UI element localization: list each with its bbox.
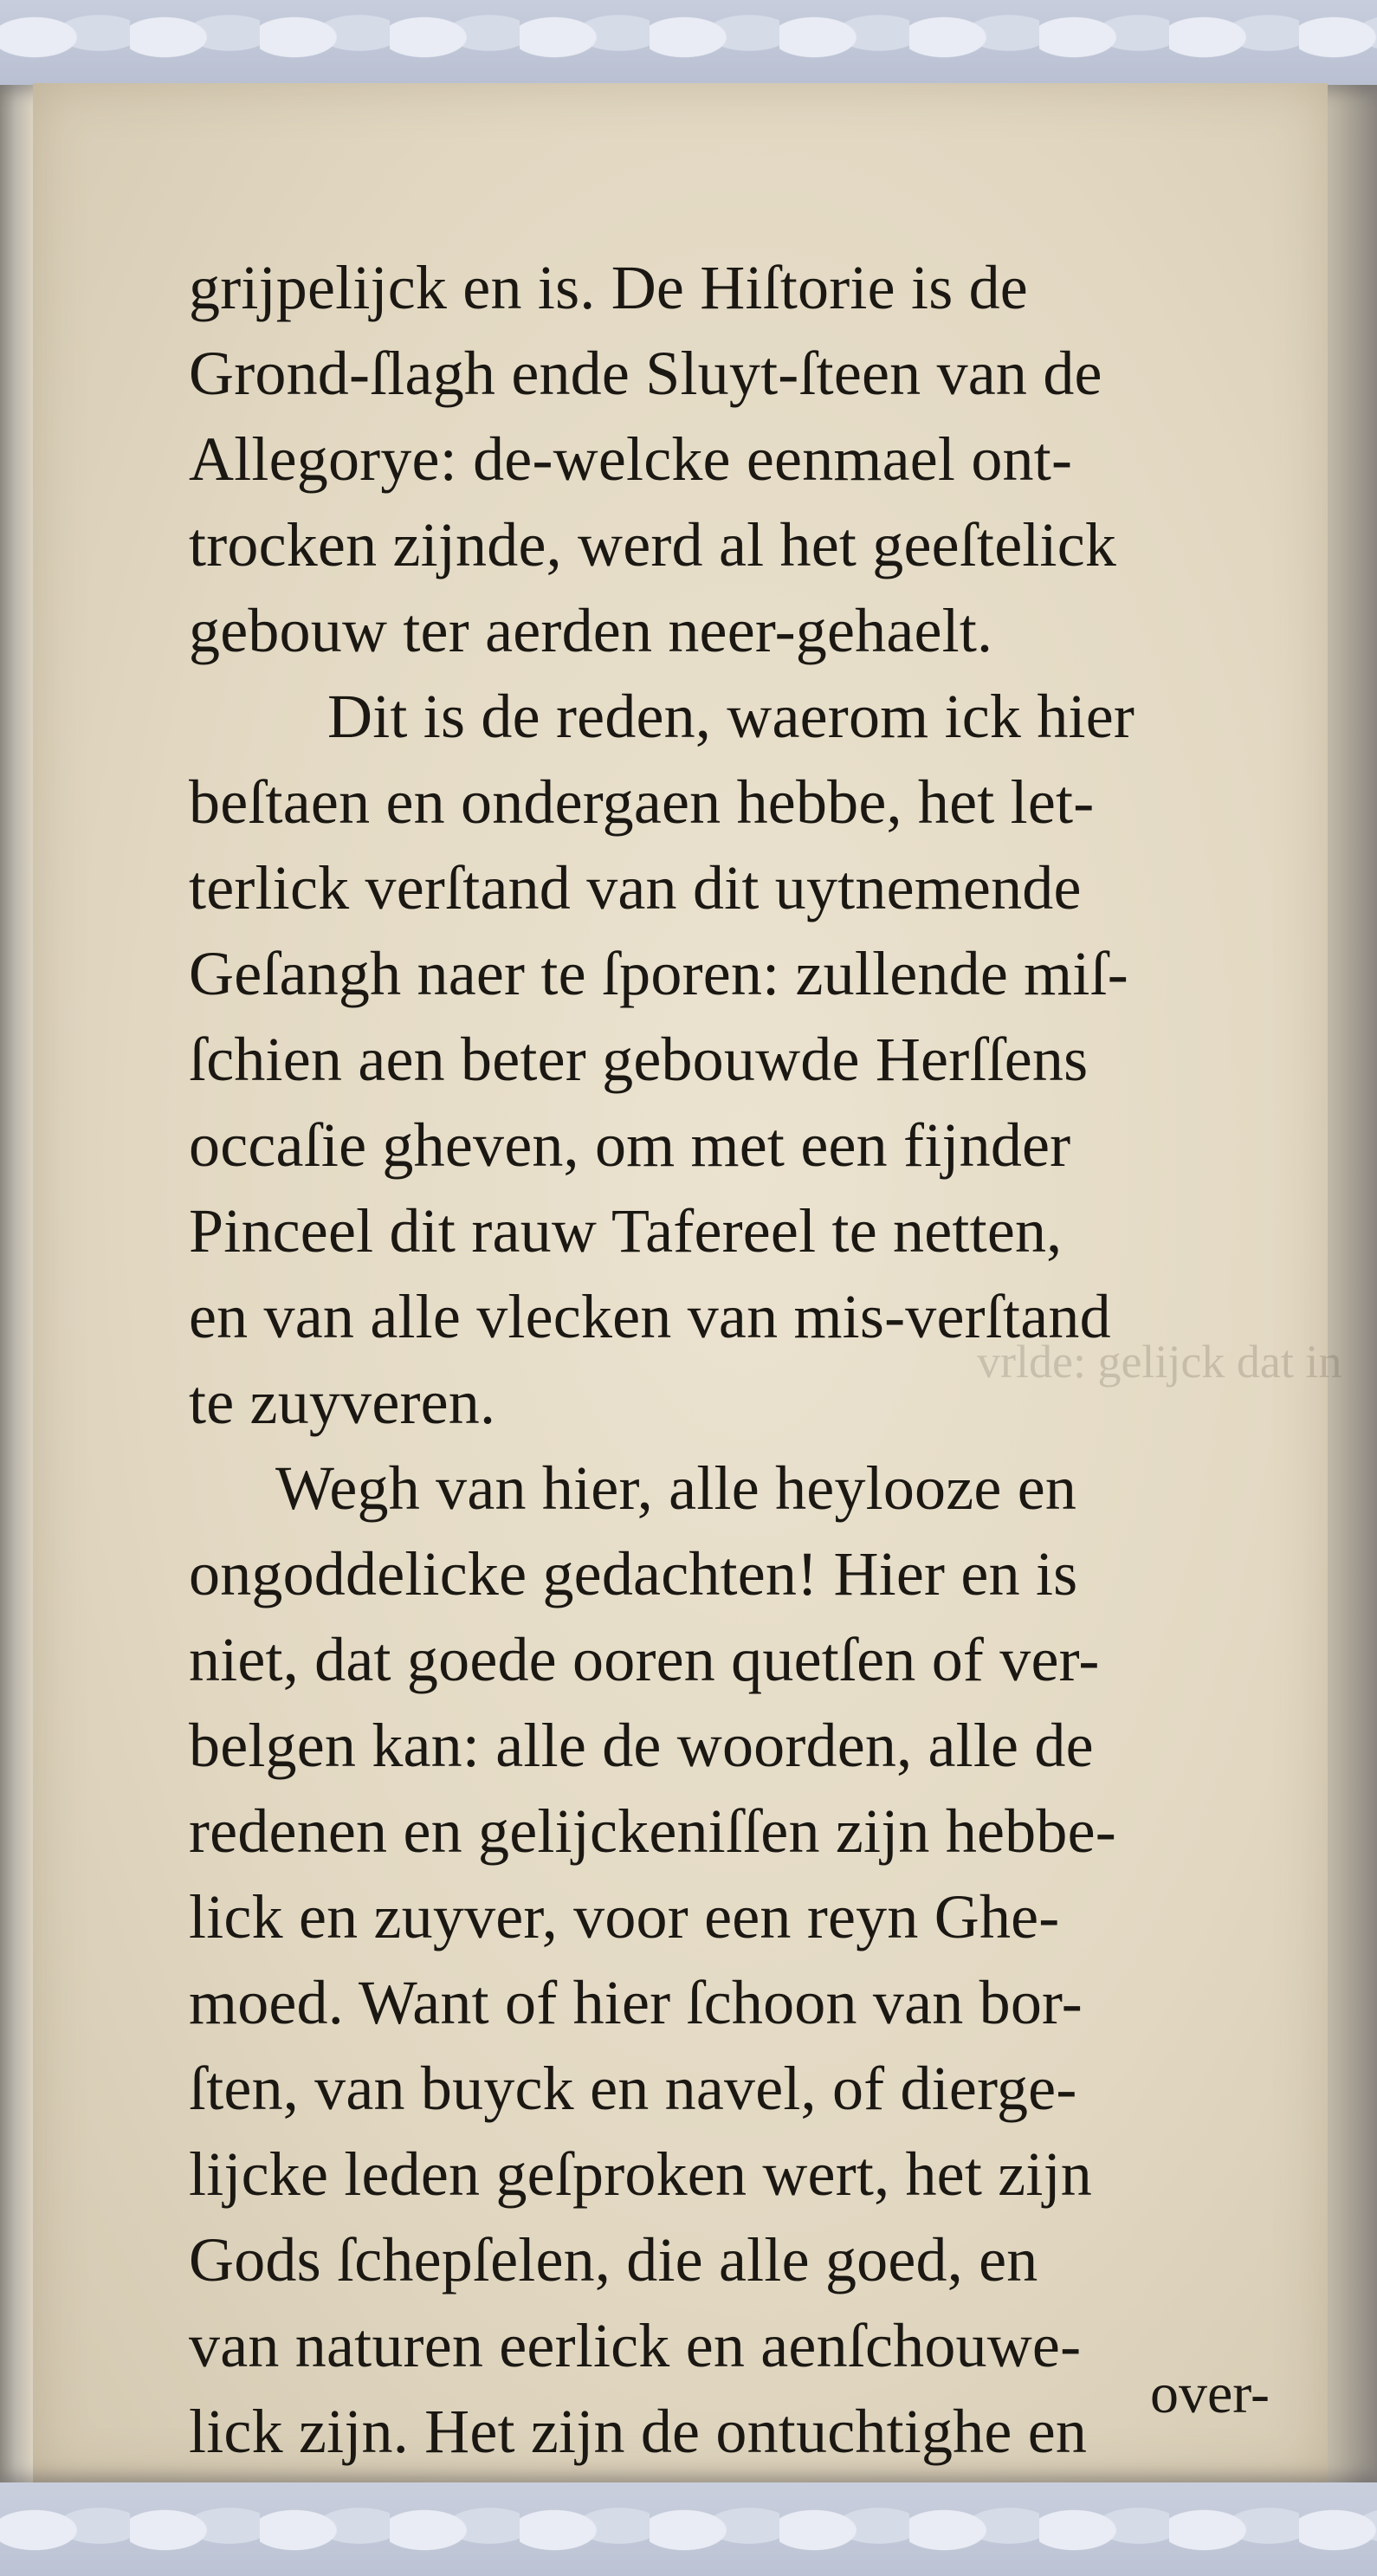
text-line-25: van naturen eerlick en aenſchouwe-	[189, 2311, 1082, 2380]
text-line-15: Wegh van hier, alle heylooze en	[275, 1453, 1077, 1523]
catchword: over-	[1150, 2362, 1270, 2425]
book-page	[33, 83, 1342, 2482]
text-line-13: en van alle vlecken van mis-verſtand	[189, 1282, 1111, 1351]
text-line-24: Gods ſchepſelen, die alle goed, en	[189, 2225, 1038, 2294]
text-line-3: Allegorye: de-welcke eenmael ont-	[189, 424, 1073, 494]
text-line-22: ſten, van buyck en navel, of dierge-	[189, 2054, 1077, 2123]
text-line-26: lick zijn. Het zijn de ontuchtighe en	[189, 2397, 1088, 2466]
text-line-2: Grond-ſlagh ende Sluyt-ſteen van de	[189, 339, 1102, 408]
book-weight-top	[0, 0, 1377, 85]
text-line-4: trocken zijnde, werd al het geeſtelick	[189, 510, 1117, 579]
text-line-9: Geſangh naer te ſporen: zullende miſ-	[189, 939, 1128, 1008]
text-line-20: lick en zuyver, voor een reyn Ghe-	[189, 1882, 1060, 1951]
text-line-14: te zuyveren.	[189, 1368, 496, 1437]
text-line-23: lijcke leden geſproken wert, het zijn	[189, 2139, 1092, 2209]
text-line-18: belgen kan: alle de woorden, alle de	[189, 1711, 1094, 1780]
text-line-8: terlick verſtand van dit uytnemende	[189, 853, 1082, 922]
text-line-17: niet, dat goede ooren quetſen of ver-	[189, 1625, 1100, 1694]
text-line-1: grijpelijck en is. De Hiſtorie is de	[189, 253, 1028, 322]
text-line-6: Dit is de reden, waerom ick hier	[327, 682, 1135, 751]
text-line-21: moed. Want of hier ſchoon van bor-	[189, 1968, 1083, 2037]
book-weight-bottom	[0, 2482, 1377, 2576]
bleed-through-text: vrlde: gelijck dat in	[977, 1336, 1342, 1388]
text-line-7: beſtaen en ondergaen hebbe, het let-	[189, 767, 1095, 837]
text-line-11: occaſie gheven, om met een fijnder	[189, 1110, 1071, 1180]
text-line-10: ſchien aen beter gebouwde Herſſens	[189, 1025, 1089, 1094]
text-line-12: Pinceel dit rauw Tafereel te netten,	[189, 1196, 1063, 1265]
text-line-16: ongoddelicke gedachten! Hier en is	[189, 1539, 1078, 1608]
text-line-5: gebouw ter aerden neer-gehaelt.	[189, 596, 993, 665]
text-line-19: redenen en gelijckeniſſen zijn hebbe-	[189, 1796, 1116, 1866]
